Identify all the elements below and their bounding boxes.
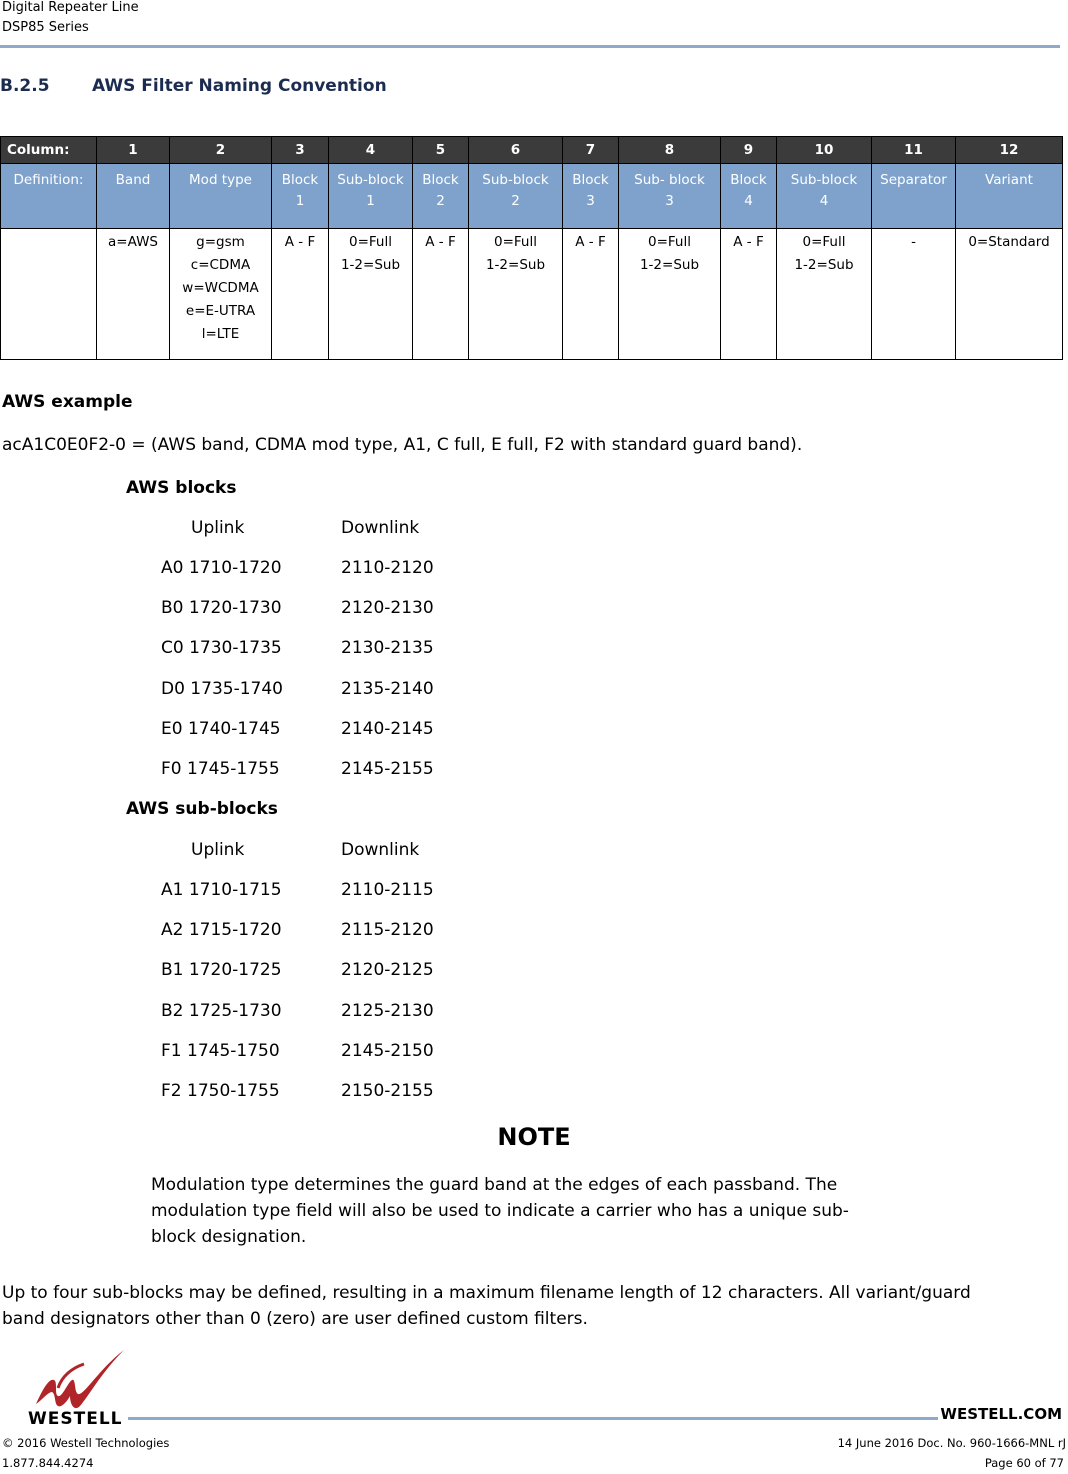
definition-text: 3: [665, 193, 674, 209]
value-cell: [170, 229, 272, 360]
closing-line: band designators other than 0 (zero) are user defined custom filters.: [2, 1309, 588, 1329]
definition-text: 4: [744, 193, 753, 209]
aws-blocks-heading: AWS blocks: [126, 478, 237, 498]
value-cell: [97, 229, 170, 360]
column-header-cell: 10: [777, 137, 872, 164]
header-product-line: Digital Repeater Line: [2, 0, 139, 15]
column-header-cell: 5: [413, 137, 469, 164]
value-cell: [469, 229, 563, 360]
value-cell: [413, 229, 469, 360]
value-cell: [721, 229, 777, 360]
value-text: 1-2=Sub: [639, 257, 700, 273]
value-text: g=gsm: [196, 234, 245, 250]
band-downlink: 2125-2130: [341, 1000, 434, 1021]
aws-subblocks-downlink-label: Downlink: [341, 840, 420, 860]
column-header-cell: Column:: [1, 137, 97, 164]
value-text: A - F: [425, 234, 456, 250]
definition-text: 2: [436, 193, 445, 209]
footer-website: WESTELL.COM: [940, 1405, 1062, 1423]
column-header-cell: 2: [170, 137, 272, 164]
footer-copyright: © 2016 Westell Technologies: [2, 1436, 170, 1450]
column-header-cell: 4: [329, 137, 413, 164]
band-downlink: 2120-2125: [341, 960, 434, 981]
value-text: 1-2=Sub: [794, 257, 854, 273]
definition-text: 1: [295, 193, 305, 209]
value-text: A - F: [733, 234, 764, 250]
column-header-cell: 8: [619, 137, 721, 164]
definition-cell: [872, 164, 956, 229]
band-downlink: 2110-2115: [341, 880, 434, 900]
definition-cell: [619, 164, 721, 229]
band-downlink: 2135-2140: [341, 678, 434, 699]
band-downlink: 2145-2150: [341, 1040, 434, 1061]
band-uplink: A0 1710-1720: [161, 558, 282, 578]
westell-logo: [28, 1346, 128, 1428]
value-text: A - F: [284, 234, 316, 250]
definition-cell: [272, 164, 329, 229]
value-cell: [872, 229, 956, 360]
closing-paragraph: [2, 1280, 1068, 1332]
column-header-cell: 1: [97, 137, 170, 164]
band-uplink: A2 1715-1720: [161, 920, 282, 941]
band-uplink: B2 1725-1730: [161, 1000, 282, 1021]
closing-line: Up to four sub-blocks may be defined, resulting in a maximum filename length of 12 characters. All variant/guard: [2, 1283, 971, 1303]
band-downlink: 2130-2135: [341, 638, 434, 659]
definition-text: Sub- block: [634, 172, 705, 188]
definition-cell: [721, 164, 777, 229]
definition-text: Band: [115, 172, 151, 188]
column-header-cell: 3: [272, 137, 329, 164]
column-header-cell: 12: [956, 137, 1063, 164]
column-header-cell: 9: [721, 137, 777, 164]
definition-cell: [956, 164, 1063, 229]
definition-text: Sub-block: [482, 172, 549, 188]
definition-cell: [777, 164, 872, 229]
value-text: 0=Full: [494, 234, 537, 250]
value-text: 0=Standard: [968, 234, 1050, 250]
naming-convention-table: [0, 136, 1063, 360]
definition-cell: [97, 164, 170, 229]
footer-divider: [128, 1417, 938, 1420]
table-header-row: [1, 137, 1063, 164]
note-title: NOTE: [497, 1123, 571, 1151]
value-text: w=WCDMA: [182, 280, 259, 296]
value-text: 0=Full: [648, 234, 691, 250]
value-text: e=E-UTRA: [185, 303, 256, 319]
definition-text: Definition:: [13, 172, 84, 188]
definition-text: Sub-block: [337, 172, 404, 188]
example-text: acA1C0E0F2-0 = (AWS band, CDMA mod type, A1, C full, E full, F2 with standard guard band).: [2, 435, 803, 455]
logo-wordmark: WESTELL: [28, 1409, 123, 1429]
header-divider: [0, 45, 1060, 48]
value-text: 1-2=Sub: [340, 257, 401, 273]
band-uplink: D0 1735-1740: [161, 678, 283, 699]
value-text: 1-2=Sub: [485, 257, 546, 273]
value-text: -: [911, 234, 916, 250]
definition-text: Sub-block: [790, 172, 858, 188]
note-line: Modulation type determines the guard band at the edges of each passband. The: [151, 1175, 838, 1195]
aws-blocks-uplink-label: Uplink: [191, 518, 245, 538]
value-text: 0=Full: [349, 234, 392, 250]
value-cell: [956, 229, 1063, 360]
definition-text: Block: [422, 172, 459, 188]
band-downlink: 2120-2130: [341, 598, 434, 619]
example-heading: AWS example: [2, 392, 133, 412]
band-uplink: F1 1745-1750: [161, 1040, 280, 1061]
band-downlink: 2145-2155: [341, 759, 434, 779]
note-body: [151, 1172, 921, 1250]
footer-page-number: Page 60 of 77: [984, 1456, 1064, 1470]
aws-blocks-downlink-label: Downlink: [341, 518, 420, 538]
note-line: block designation.: [151, 1227, 307, 1247]
definition-cell: [329, 164, 413, 229]
value-text: a=AWS: [108, 234, 158, 250]
value-cell: [619, 229, 721, 360]
band-uplink: B1 1720-1725: [161, 960, 282, 981]
table-value-row: [1, 229, 1063, 360]
band-uplink: C0 1730-1735: [161, 638, 282, 659]
value-cell: [272, 229, 329, 360]
section-number: B.2.5: [0, 76, 50, 96]
value-text: 0=Full: [802, 234, 846, 250]
definition-cell: [1, 164, 97, 229]
value-text: l=LTE: [201, 326, 240, 342]
band-uplink: B0 1720-1730: [161, 598, 282, 619]
value-text: A - F: [575, 234, 606, 250]
band-downlink: 2115-2120: [341, 920, 434, 941]
footer-doc-info: 14 June 2016 Doc. No. 960-1666-MNL rJ: [837, 1436, 1066, 1450]
note-line: modulation type field will also be used to indicate a carrier who has a unique sub-: [151, 1201, 849, 1221]
band-downlink: 2150-2155: [341, 1081, 434, 1101]
definition-cell: [469, 164, 563, 229]
band-uplink: F0 1745-1755: [161, 759, 280, 779]
band-uplink: F2 1750-1755: [161, 1081, 280, 1101]
definition-text: Block: [572, 172, 609, 188]
definition-text: Block: [281, 172, 319, 188]
definition-cell: [170, 164, 272, 229]
definition-text: 2: [511, 193, 520, 209]
table-definition-row: [1, 164, 1063, 229]
value-text: c=CDMA: [190, 257, 251, 273]
value-cell: [563, 229, 619, 360]
header-series: DSP85 Series: [2, 20, 89, 35]
definition-text: Separator: [880, 172, 947, 188]
definition-cell: [413, 164, 469, 229]
band-uplink: E0 1740-1745: [161, 718, 281, 739]
band-uplink: A1 1710-1715: [161, 880, 282, 900]
band-downlink: 2110-2120: [341, 558, 434, 578]
value-cell: [1, 229, 97, 360]
aws-subblocks-heading: AWS sub-blocks: [126, 799, 278, 819]
footer-phone: 1.877.844.4274: [2, 1456, 94, 1470]
definition-text: 3: [586, 193, 595, 209]
definition-text: Variant: [985, 172, 1033, 188]
definition-cell: [563, 164, 619, 229]
definition-text: Mod type: [189, 172, 252, 188]
column-header-cell: 11: [872, 137, 956, 164]
definition-text: 1: [366, 193, 375, 209]
definition-text: Block: [730, 172, 767, 188]
column-header-cell: 6: [469, 137, 563, 164]
column-header-cell: 7: [563, 137, 619, 164]
aws-subblocks-uplink-label: Uplink: [191, 840, 245, 860]
value-cell: [777, 229, 872, 360]
section-title: AWS Filter Naming Convention: [92, 76, 387, 96]
definition-text: 4: [819, 193, 829, 209]
value-cell: [329, 229, 413, 360]
band-downlink: 2140-2145: [341, 718, 434, 739]
